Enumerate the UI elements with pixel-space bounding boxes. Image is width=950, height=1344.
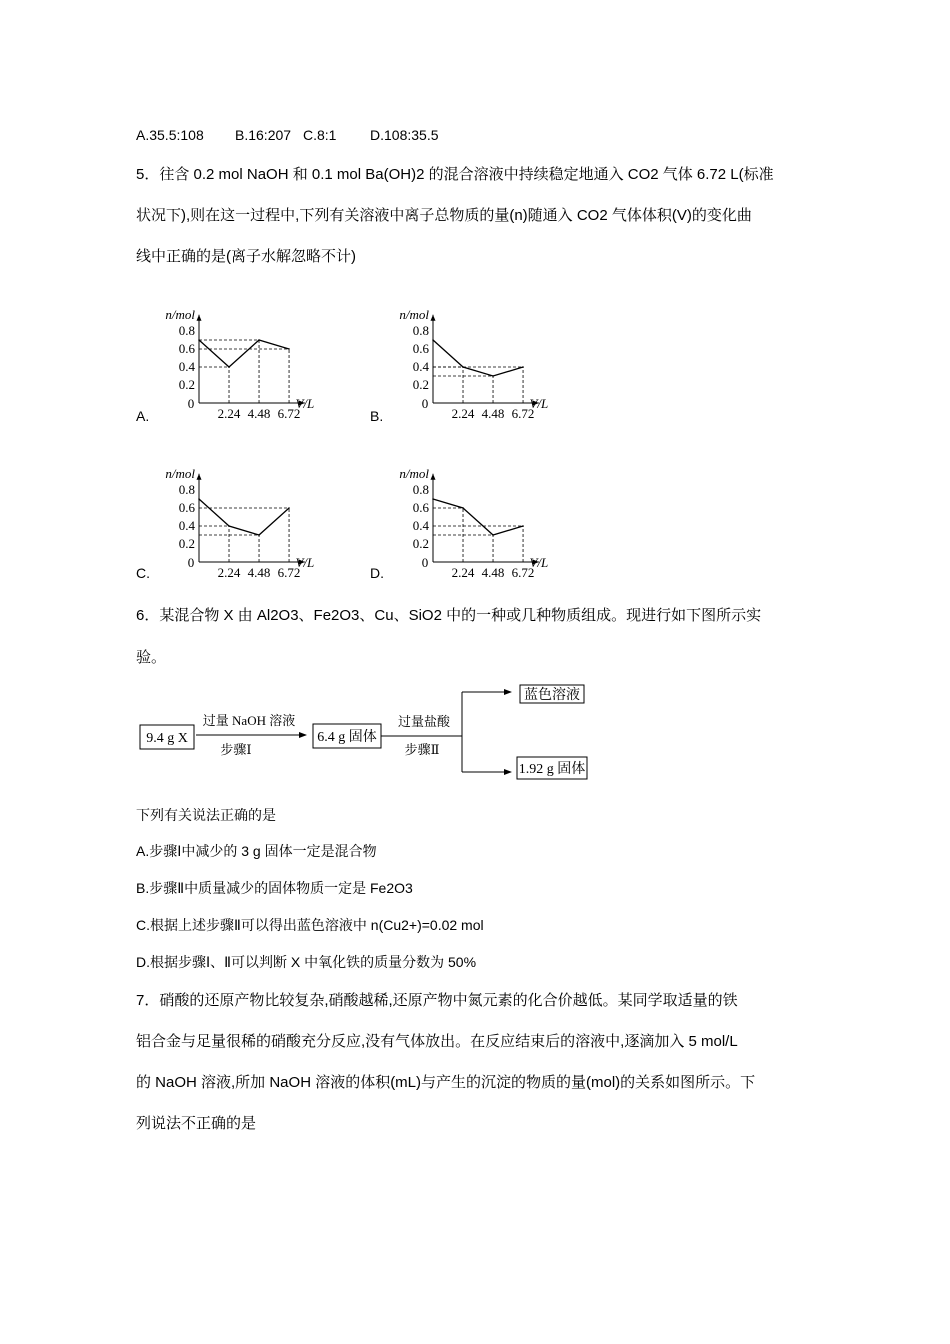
q4-option-c: C.8:1 — [303, 127, 337, 143]
option-label-a: A. — [136, 408, 150, 424]
flow-step2-label: 步骤Ⅱ — [404, 742, 440, 757]
origin-label: 0 — [187, 555, 195, 570]
y-axis-arrow — [197, 315, 202, 321]
flow-step2-reagent: 过量盐酸 — [397, 714, 451, 729]
data-point — [492, 375, 494, 377]
x-tick-label: 4.48 — [247, 406, 271, 421]
flow-diagram — [136, 682, 616, 787]
y-tick-label: 0.6 — [412, 341, 429, 356]
q7-stem-line-1: 7．硝酸的还原产物比较复杂,硝酸越稀,还原产物中氮元素的化合价越低。某同学取适量的铁 — [136, 992, 738, 1009]
y-axis-label: n/mol — [165, 465, 195, 481]
q6-option-a: A.步骤Ⅰ中减少的 3 g 固体一定是混合物 — [136, 843, 377, 859]
y-axis-label: n/mol — [399, 306, 429, 322]
origin-label: 0 — [421, 396, 429, 411]
data-point — [228, 366, 230, 368]
q4-option-b: B.16:207 — [235, 127, 292, 143]
q4-option-a: A.35.5:108 — [136, 127, 204, 143]
q6-option-d: D.根据步骤Ⅰ、Ⅱ可以判断 X 中氧化铁的质量分数为 50% — [136, 954, 477, 970]
origin-label: 0 — [421, 555, 429, 570]
data-point — [462, 366, 464, 368]
data-point — [258, 339, 260, 341]
x-tick-label: 6.72 — [277, 565, 301, 580]
x-tick-label: 2.24 — [451, 565, 475, 580]
y-tick-label: 0.8 — [412, 482, 429, 497]
series-line — [199, 340, 289, 367]
x-tick-label: 4.48 — [247, 565, 271, 580]
y-tick-label: 0.4 — [178, 518, 195, 533]
data-point — [462, 507, 464, 509]
flow-out-bottom-label: 1.92 g 固体 — [518, 762, 586, 777]
data-point — [198, 498, 200, 500]
y-tick-label: 0.6 — [178, 341, 195, 356]
data-point — [258, 534, 260, 536]
x-tick-label: 2.24 — [217, 565, 241, 580]
graph-a — [136, 288, 376, 428]
data-point — [522, 366, 524, 368]
flow-step1-label: 步骤Ⅰ — [220, 742, 252, 757]
y-tick-label: 0.8 — [178, 482, 195, 497]
y-tick-label: 0.2 — [178, 536, 195, 551]
x-tick-label: 2.24 — [451, 406, 475, 421]
origin-label: 0 — [187, 396, 195, 411]
data-point — [228, 525, 230, 527]
y-tick-label: 0.4 — [178, 359, 195, 374]
y-axis-arrow — [431, 474, 436, 480]
x-axis-label: V/L — [529, 555, 549, 570]
data-point — [522, 525, 524, 527]
y-tick-label: 0.6 — [178, 500, 195, 515]
y-axis-label: n/mol — [165, 306, 195, 322]
flow-step1-reagent: 过量 NaOH 溶液 — [202, 713, 296, 728]
x-tick-label: 6.72 — [277, 406, 301, 421]
x-tick-label: 6.72 — [511, 406, 535, 421]
y-tick-label: 0.6 — [412, 500, 429, 515]
series-line — [199, 499, 289, 535]
q6-option-b: B.步骤Ⅱ中质量减少的固体物质一定是 Fe2O3 — [136, 880, 413, 896]
q6-question: 下列有关说法正确的是 — [136, 807, 276, 823]
q7-stem-line-3: 的 NaOH 溶液,所加 NaOH 溶液的体积(mL)与产生的沉淀的物质的量(mol)的关系如图所示。下 — [136, 1074, 756, 1091]
x-tick-label: 4.48 — [481, 406, 505, 421]
y-axis-label: n/mol — [399, 465, 429, 481]
graph-c — [136, 447, 376, 587]
graph-b — [370, 288, 610, 428]
q6-stem-line-1: 6．某混合物 X 由 Al2O3、Fe2O3、Cu、SiO2 中的一种或几种物质组成。现进行如下图所示实 — [136, 607, 762, 624]
q6-stem-line-2: 验。 — [136, 649, 167, 666]
q7-stem-line-4: 列说法不正确的是 — [136, 1115, 257, 1132]
q5-stem-line-2: 状况下),则在这一过程中,下列有关溶液中离子总物质的量(n)随通入 CO2 气体体积(V)的变化曲 — [136, 207, 752, 224]
y-tick-label: 0.8 — [412, 323, 429, 338]
data-point — [288, 507, 290, 509]
x-tick-label: 4.48 — [481, 565, 505, 580]
data-point — [432, 498, 434, 500]
data-point — [432, 339, 434, 341]
flow-mid-label: 6.4 g 固体 — [317, 730, 377, 745]
y-axis-arrow — [431, 315, 436, 321]
y-tick-label: 0.2 — [412, 536, 429, 551]
y-tick-label: 0.2 — [178, 377, 195, 392]
series-line — [433, 499, 523, 535]
y-axis-arrow — [197, 474, 202, 480]
q6-option-c: C.根据上述步骤Ⅱ可以得出蓝色溶液中 n(Cu2+)=0.02 mol — [136, 917, 484, 933]
q5-stem-line-3: 线中正确的是(离子水解忽略不计) — [136, 248, 356, 265]
y-tick-label: 0.2 — [412, 377, 429, 392]
data-point — [288, 348, 290, 350]
x-axis-label: V/L — [295, 396, 315, 411]
data-point — [198, 339, 200, 341]
option-label-d: D. — [370, 565, 384, 581]
y-tick-label: 0.4 — [412, 359, 429, 374]
x-axis-label: V/L — [529, 396, 549, 411]
data-point — [492, 534, 494, 536]
q4-option-d: D.108:35.5 — [370, 127, 439, 143]
series-line — [433, 340, 523, 376]
y-tick-label: 0.8 — [178, 323, 195, 338]
x-tick-label: 2.24 — [217, 406, 241, 421]
option-label-b: B. — [370, 408, 384, 424]
y-tick-label: 0.4 — [412, 518, 429, 533]
graph-d — [370, 447, 610, 587]
x-tick-label: 6.72 — [511, 565, 535, 580]
flow-start-label: 9.4 g X — [146, 731, 188, 746]
x-axis-label: V/L — [295, 555, 315, 570]
q7-stem-line-2: 铝合金与足量很稀的硝酸充分反应,没有气体放出。在反应结束后的溶液中,逐滴加入 5 mol/L — [136, 1033, 738, 1050]
q5-stem-line-1: 5．往含 0.2 mol NaOH 和 0.1 mol Ba(OH)2 的混合溶液中持续稳定地通入 CO2 气体 6.72 L(标准 — [136, 166, 774, 183]
flow-out-top-label: 蓝色溶液 — [524, 688, 580, 703]
option-label-c: C. — [136, 565, 150, 581]
